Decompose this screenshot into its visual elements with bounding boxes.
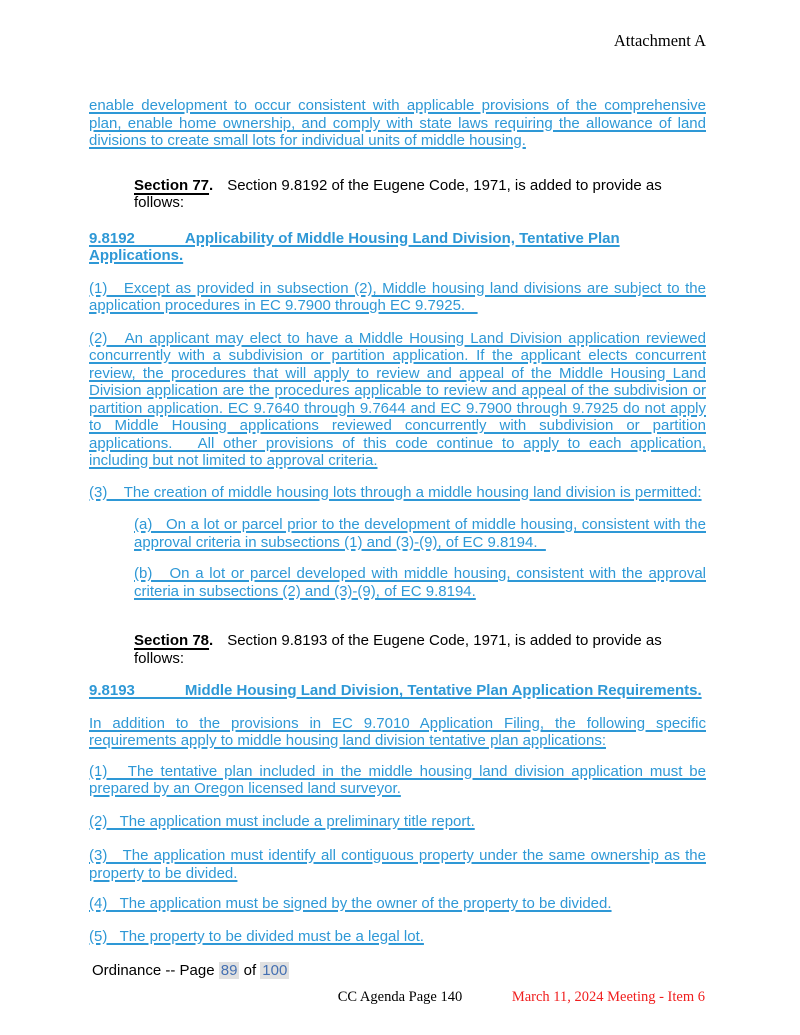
document-content: [89, 0, 706, 945]
paragraph-8193-4: (4) The application must be signed by the owner of the property to be divided.: [89, 895, 612, 912]
paragraph-8193-1: (1) The tentative plan included in the middle housing land division application must be prepared by an Oregon licensed land surveyor.: [89, 762, 706, 797]
page-total-field: 100: [262, 962, 288, 979]
paragraph-8193-5: (5) The property to be divided must be a legal lot.: [89, 927, 424, 945]
paragraph-8192-3: (3) The creation of middle housing lots through a middle housing land division is permitted:: [89, 483, 702, 501]
paragraph-8192-1: (1) Except as provided in subsection (2), Middle housing land divisions are subject to the application procedures in EC 9.7900 through EC 9.7925.: [89, 279, 706, 314]
meeting-stamp: March 11, 2024 Meeting - Item 6: [511, 989, 705, 1005]
page-of-label: of: [243, 962, 257, 979]
ordinance-page-footer: [92, 961, 289, 980]
section-78-label: Section 78: [134, 632, 210, 649]
paragraph-8192-2: (2) An applicant may elect to have a Middle Housing Land Division application reviewed concurrently with a subdivision or partition application. If the applicant elects concurrent review, the procedures that will apply to review and appeal of the Middle Housing Land Division application are the procedures applicable to review and appeal of the subdivision or partition application. EC 9.7640 through 9.7644 and EC 9.7900 through 9.7925 do not apply to Middle Housing applications reviewed concurrently with subdivision or partition applications. All other provisions of this code continue to apply to each application, including but not limited to approval criteria.: [89, 329, 706, 469]
section-77-period: .: [209, 176, 214, 194]
cc-agenda-page-label: CC Agenda Page 140: [337, 989, 463, 1005]
section-77-heading: [134, 177, 706, 212]
code-heading-9-8192: 9.8192 Applicability of Middle Housing Land Division, Tentative Plan Applications.: [89, 229, 620, 264]
attachment-header: Attachment A: [613, 31, 706, 50]
section-77-label: Section 77: [134, 176, 210, 194]
paragraph-8193-3: (3) The application must identify all contiguous property under the same ownership as the property to be divided.: [89, 847, 706, 882]
paragraph-8192-3b: (b) On a lot or parcel developed with middle housing, consistent with the approval criteria in subsections (2) and (3)-(9), of EC 9.8194.: [134, 565, 706, 600]
code-heading-9-8193: 9.8193 Middle Housing Land Division, Tentative Plan Application Requirements.: [89, 682, 702, 699]
page-current-field: 89: [220, 962, 238, 979]
paragraph-8193-2: (2) The application must include a preliminary title report.: [89, 812, 475, 830]
intro-paragraph: enable development to occur consistent with applicable provisions of the comprehensive plan, enable home ownership, and comply with state laws requiring the allowance of land divisions to create small lots for individual units of middle housing.: [89, 97, 706, 149]
section-77-text: Section 9.8192 of the Eugene Code, 1971, is added to provide as follows:: [134, 176, 662, 211]
ordinance-page-label: Ordinance -- Page: [92, 962, 215, 979]
section-78-period: .: [209, 632, 214, 649]
paragraph-8192-3a: (a) On a lot or parcel prior to the development of middle housing, consistent with the approval criteria in subsections (1) and (3)-(9), of EC 9.8194.: [134, 516, 706, 551]
section-78-text: Section 9.8193 of the Eugene Code, 1971, is added to provide as follows:: [134, 632, 662, 667]
paragraph-8193-intro: In addition to the provisions in EC 9.7010 Application Filing, the following specific requirements apply to middle housing land division tentative plan applications:: [89, 714, 706, 749]
section-78-heading: [134, 632, 706, 667]
